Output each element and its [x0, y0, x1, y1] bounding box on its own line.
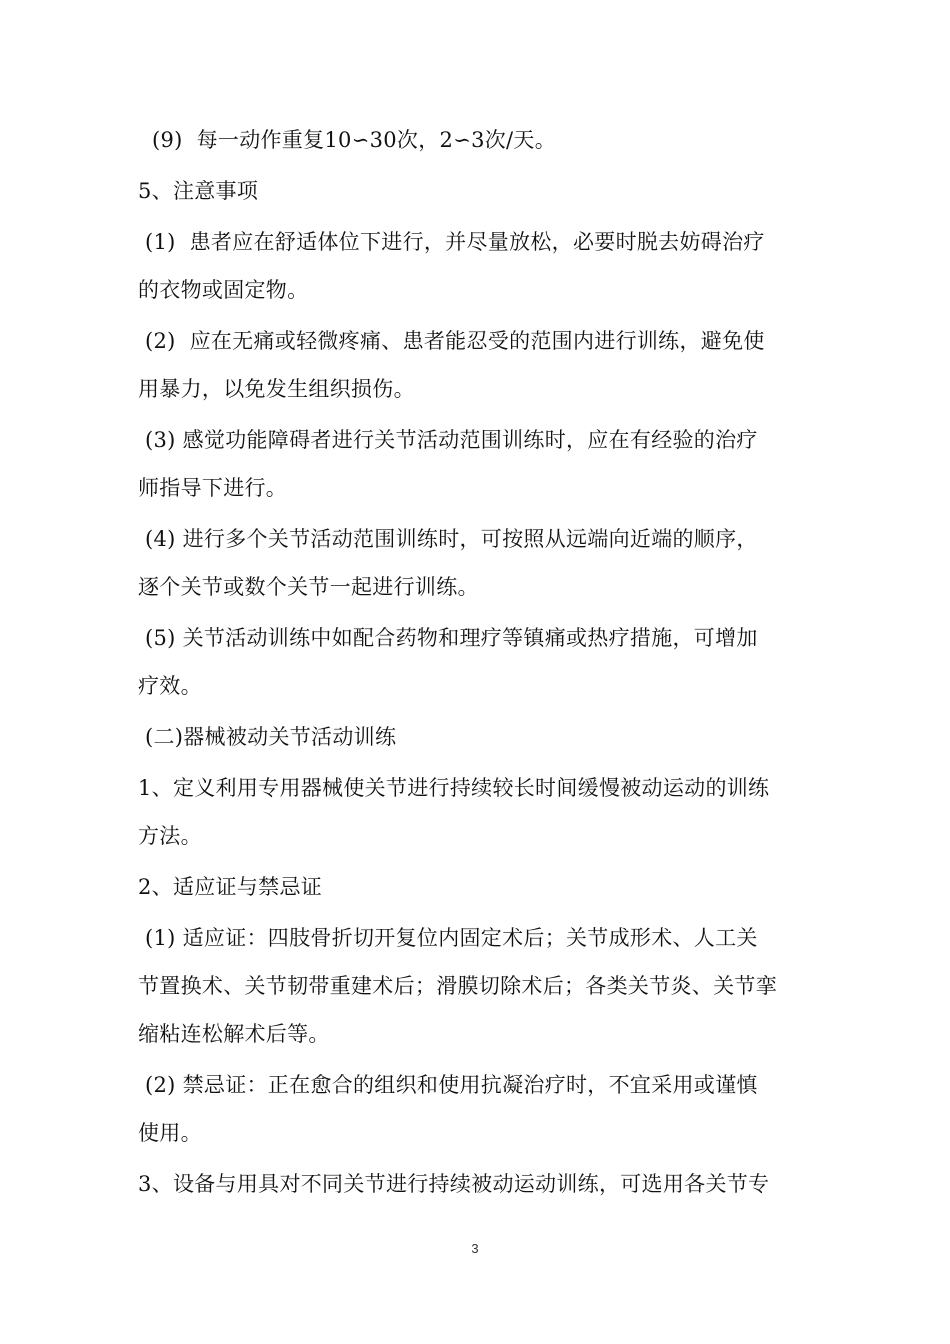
- definition-line-1: 1、定义利用专用器械使关节进行持续较长时间缓慢被动运动的训练: [138, 776, 770, 800]
- contraindications-line-1: (2) 禁忌证：正在愈合的组织和使用抗凝治疗时，不宜采用或谨慎: [138, 1073, 758, 1097]
- precaution-3-line-2: 师指导下进行。: [138, 476, 288, 500]
- page-number: 3: [471, 1241, 479, 1256]
- precaution-1-line-2: 的衣物或固定物。: [138, 278, 309, 302]
- section-heading-indications: 2、适应证与禁忌证: [138, 875, 323, 899]
- indications-line-1: (1) 适应证：四肢骨折切开复位内固定术后；关节成形术、人工关: [138, 926, 758, 950]
- section-heading-precautions: 5、注意事项: [138, 179, 259, 203]
- precaution-4-line-1: (4) 进行多个关节活动范围训练时，可按照从远端向近端的顺序，: [138, 527, 758, 551]
- indications-line-2: 节置换术、关节韧带重建术后；滑膜切除术后；各类关节炎、关节挛: [138, 974, 777, 998]
- section-heading-mechanical-training: (二)器械被动关节活动训练: [138, 725, 397, 749]
- list-item-9-text: (9) 每一动作重复10∽30次，2∽3次/天。: [152, 128, 557, 152]
- definition-line-2: 方法。: [138, 824, 202, 848]
- equipment-line-1: 3、设备与用具对不同关节进行持续被动运动训练，可选用各关节专: [138, 1172, 770, 1196]
- precaution-4-line-2: 逐个关节或数个关节一起进行训练。: [138, 575, 479, 599]
- precaution-5-line-2: 疗效。: [138, 674, 202, 698]
- indications-line-3: 缩粘连松解术后等。: [138, 1022, 330, 1046]
- contraindications-line-2: 使用。: [138, 1121, 202, 1145]
- precaution-2-line-1: (2) 应在无痛或轻微疼痛、患者能忍受的范围内进行训练，避免使: [138, 329, 765, 353]
- precaution-5-line-1: (5) 关节活动训练中如配合药物和理疗等镇痛或热疗措施，可增加: [138, 626, 758, 650]
- precaution-1-line-1: (1) 患者应在舒适体位下进行，并尽量放松，必要时脱去妨碍治疗: [138, 230, 765, 254]
- precaution-2-line-2: 用暴力，以免发生组织损伤。: [138, 377, 415, 401]
- precaution-3-line-1: (3) 感觉功能障碍者进行关节活动范围训练时，应在有经验的治疗: [138, 428, 758, 452]
